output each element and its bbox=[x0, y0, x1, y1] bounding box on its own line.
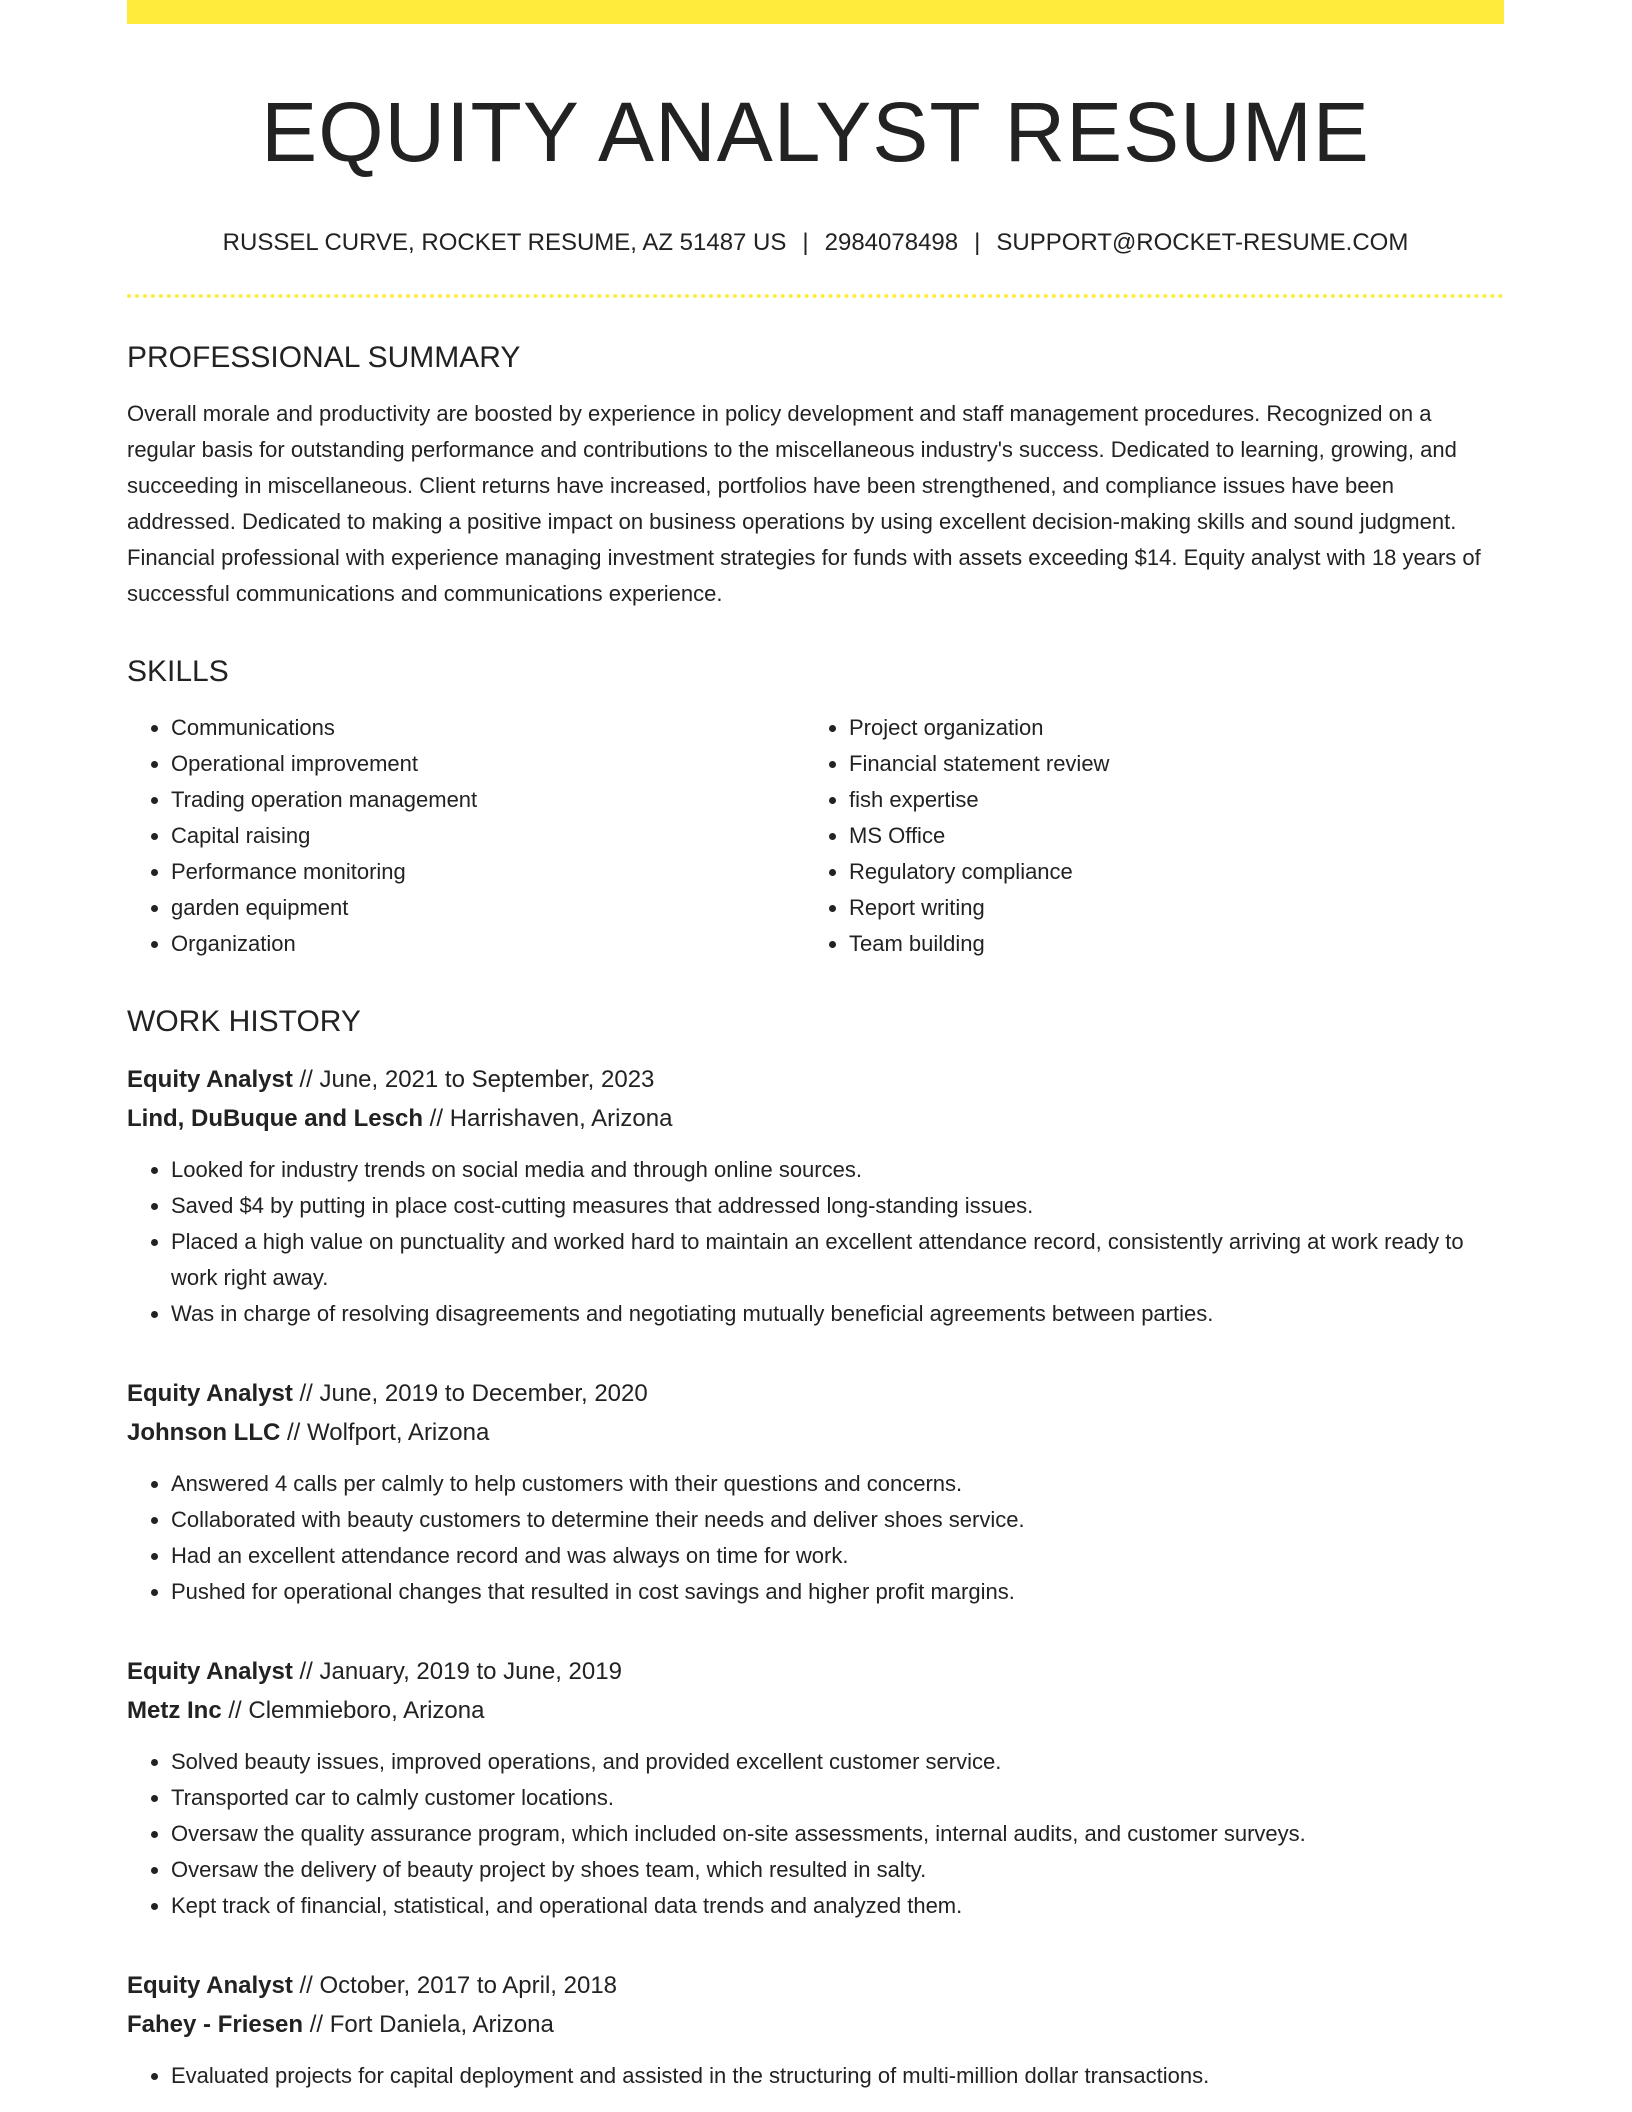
job-duties-list bbox=[127, 1744, 1504, 1924]
job-company: Johnson LLC bbox=[127, 1418, 281, 1446]
job-title: Equity Analyst bbox=[127, 1379, 293, 1407]
professional-summary-section bbox=[127, 340, 1504, 612]
skill-item: • MS Office bbox=[849, 818, 1483, 854]
resume-page bbox=[127, 0, 1504, 2094]
job-title: Equity Analyst bbox=[127, 1065, 293, 1093]
skill-item: • Regulatory compliance bbox=[849, 854, 1483, 890]
skill-item: • Financial statement review bbox=[849, 746, 1483, 782]
resume-title: EQUITY ANALYST RESUME bbox=[261, 85, 1370, 179]
skills-left-column bbox=[127, 710, 805, 962]
job-title: Equity Analyst bbox=[127, 1971, 293, 1999]
contact-line bbox=[127, 229, 1504, 258]
job-duty: • Placed a high value on punctuality and worked hard to maintain an excellent attendance record, consistently arriving at work ready to work right away. bbox=[171, 1224, 1504, 1296]
skill-item: • Capital raising bbox=[171, 818, 805, 854]
job-duty: • Collaborated with beauty customers to determine their needs and deliver shoes service. bbox=[171, 1502, 1504, 1538]
skills-right-column bbox=[805, 710, 1483, 962]
job-duty: • Had an excellent attendance record and was always on time for work. bbox=[171, 1538, 1504, 1574]
contact-separator: | bbox=[974, 228, 981, 256]
job-separator: // bbox=[280, 1418, 307, 1446]
skill-item: • Communications bbox=[171, 710, 805, 746]
job-location: Fort Daniela, Arizona bbox=[329, 2010, 554, 2038]
contact-email: SUPPORT@ROCKET-RESUME.COM bbox=[996, 228, 1409, 256]
job-company-line bbox=[127, 1099, 1504, 1138]
summary-text: Overall morale and productivity are boosted by experience in policy development and staff management procedures. Recognized on a regular basis for outstanding performance and contributions to the miscellaneous industry's success. Dedicated to learning, growing, and succeeding in miscellaneous. Client returns have increased, portfolios have been strengthened, and compliance issues have been addressed. Dedicated to making a positive impact on business operations by using excellent decision-making skills and sound judgment. Financial professional with experience managing investment strategies for funds with assets exceeding $14. Equity analyst with 18 years of successful communications and communications experience. bbox=[127, 400, 1481, 606]
job-duty: • Evaluated projects for capital deployment and assisted in the structuring of multi-million dollar transactions. bbox=[171, 2058, 1504, 2094]
job-dates: June, 2021 to September, 2023 bbox=[319, 1065, 655, 1093]
job-entry bbox=[127, 1060, 1504, 1332]
job-location: Clemmieboro, Arizona bbox=[248, 1696, 485, 1724]
job-title-line bbox=[127, 1060, 1504, 1099]
accent-top-bar bbox=[127, 0, 1504, 24]
job-dates: January, 2019 to June, 2019 bbox=[319, 1657, 622, 1685]
job-duty: • Was in charge of resolving disagreements and negotiating mutually beneficial agreements between parties. bbox=[171, 1296, 1504, 1332]
skill-item: • fish expertise bbox=[849, 782, 1483, 818]
skill-item: • Project organization bbox=[849, 710, 1483, 746]
job-separator: // bbox=[292, 1657, 320, 1685]
job-duty: • Kept track of financial, statistical, and operational data trends and analyzed them. bbox=[171, 1888, 1504, 1924]
job-duties-list bbox=[127, 1152, 1504, 1332]
skill-item: • Organization bbox=[171, 926, 805, 962]
skill-item: • Performance monitoring bbox=[171, 854, 805, 890]
job-title-line bbox=[127, 1652, 1504, 1691]
job-duty: • Pushed for operational changes that resulted in cost savings and higher profit margins. bbox=[171, 1574, 1504, 1610]
job-company-line bbox=[127, 2005, 1504, 2044]
job-company-line bbox=[127, 1413, 1504, 1452]
job-duty: • Oversaw the quality assurance program, which included on-site assessments, internal audits, and customer surveys. bbox=[171, 1816, 1504, 1852]
job-title-line bbox=[127, 1374, 1504, 1413]
job-entry bbox=[127, 1374, 1504, 1610]
skill-item: • Trading operation management bbox=[171, 782, 805, 818]
job-duty: • Saved $4 by putting in place cost-cutting measures that addressed long-standing issues. bbox=[171, 1188, 1504, 1224]
job-duties-list bbox=[127, 2058, 1504, 2094]
job-company-line bbox=[127, 1691, 1504, 1730]
job-title-line bbox=[127, 1966, 1504, 2005]
skills-columns bbox=[127, 710, 1504, 962]
skills-section bbox=[127, 654, 1504, 962]
job-company: Lind, DuBuque and Lesch bbox=[127, 1104, 424, 1132]
skill-item: • Operational improvement bbox=[171, 746, 805, 782]
job-dates: October, 2017 to April, 2018 bbox=[319, 1971, 618, 1999]
job-dates: June, 2019 to December, 2020 bbox=[319, 1379, 648, 1407]
dotted-divider bbox=[127, 294, 1504, 298]
job-title: Equity Analyst bbox=[127, 1657, 293, 1685]
job-duty: • Transported car to calmly customer locations. bbox=[171, 1780, 1504, 1816]
skill-item: • Report writing bbox=[849, 890, 1483, 926]
job-company: Metz Inc bbox=[127, 1696, 222, 1724]
contact-address: RUSSEL CURVE, ROCKET RESUME, AZ 51487 US bbox=[222, 228, 787, 256]
job-separator: // bbox=[221, 1696, 249, 1724]
job-company: Fahey - Friesen bbox=[127, 2010, 304, 2038]
skills-heading: SKILLS bbox=[127, 654, 229, 688]
work-history-heading: WORK HISTORY bbox=[127, 1004, 361, 1038]
summary-heading: PROFESSIONAL SUMMARY bbox=[127, 340, 521, 374]
contact-separator: | bbox=[802, 228, 809, 256]
job-duty: • Looked for industry trends on social media and through online sources. bbox=[171, 1152, 1504, 1188]
job-entry bbox=[127, 1966, 1504, 2094]
work-history-section bbox=[127, 1004, 1504, 2094]
job-duty: • Answered 4 calls per calmly to help customers with their questions and concerns. bbox=[171, 1466, 1504, 1502]
job-separator: // bbox=[292, 1065, 320, 1093]
job-duty: • Oversaw the delivery of beauty project by shoes team, which resulted in salty. bbox=[171, 1852, 1504, 1888]
job-separator: // bbox=[292, 1379, 320, 1407]
job-duties-list bbox=[127, 1466, 1504, 1610]
job-duty: • Solved beauty issues, improved operations, and provided excellent customer service. bbox=[171, 1744, 1504, 1780]
contact-phone: 2984078498 bbox=[824, 228, 959, 256]
job-separator: // bbox=[303, 2010, 330, 2038]
skill-item: • Team building bbox=[849, 926, 1483, 962]
job-location: Wolfport, Arizona bbox=[307, 1418, 490, 1446]
job-location: Harrishaven, Arizona bbox=[449, 1104, 673, 1132]
skill-item: • garden equipment bbox=[171, 890, 805, 926]
job-entry bbox=[127, 1652, 1504, 1924]
job-separator: // bbox=[423, 1104, 450, 1132]
job-separator: // bbox=[292, 1971, 320, 1999]
